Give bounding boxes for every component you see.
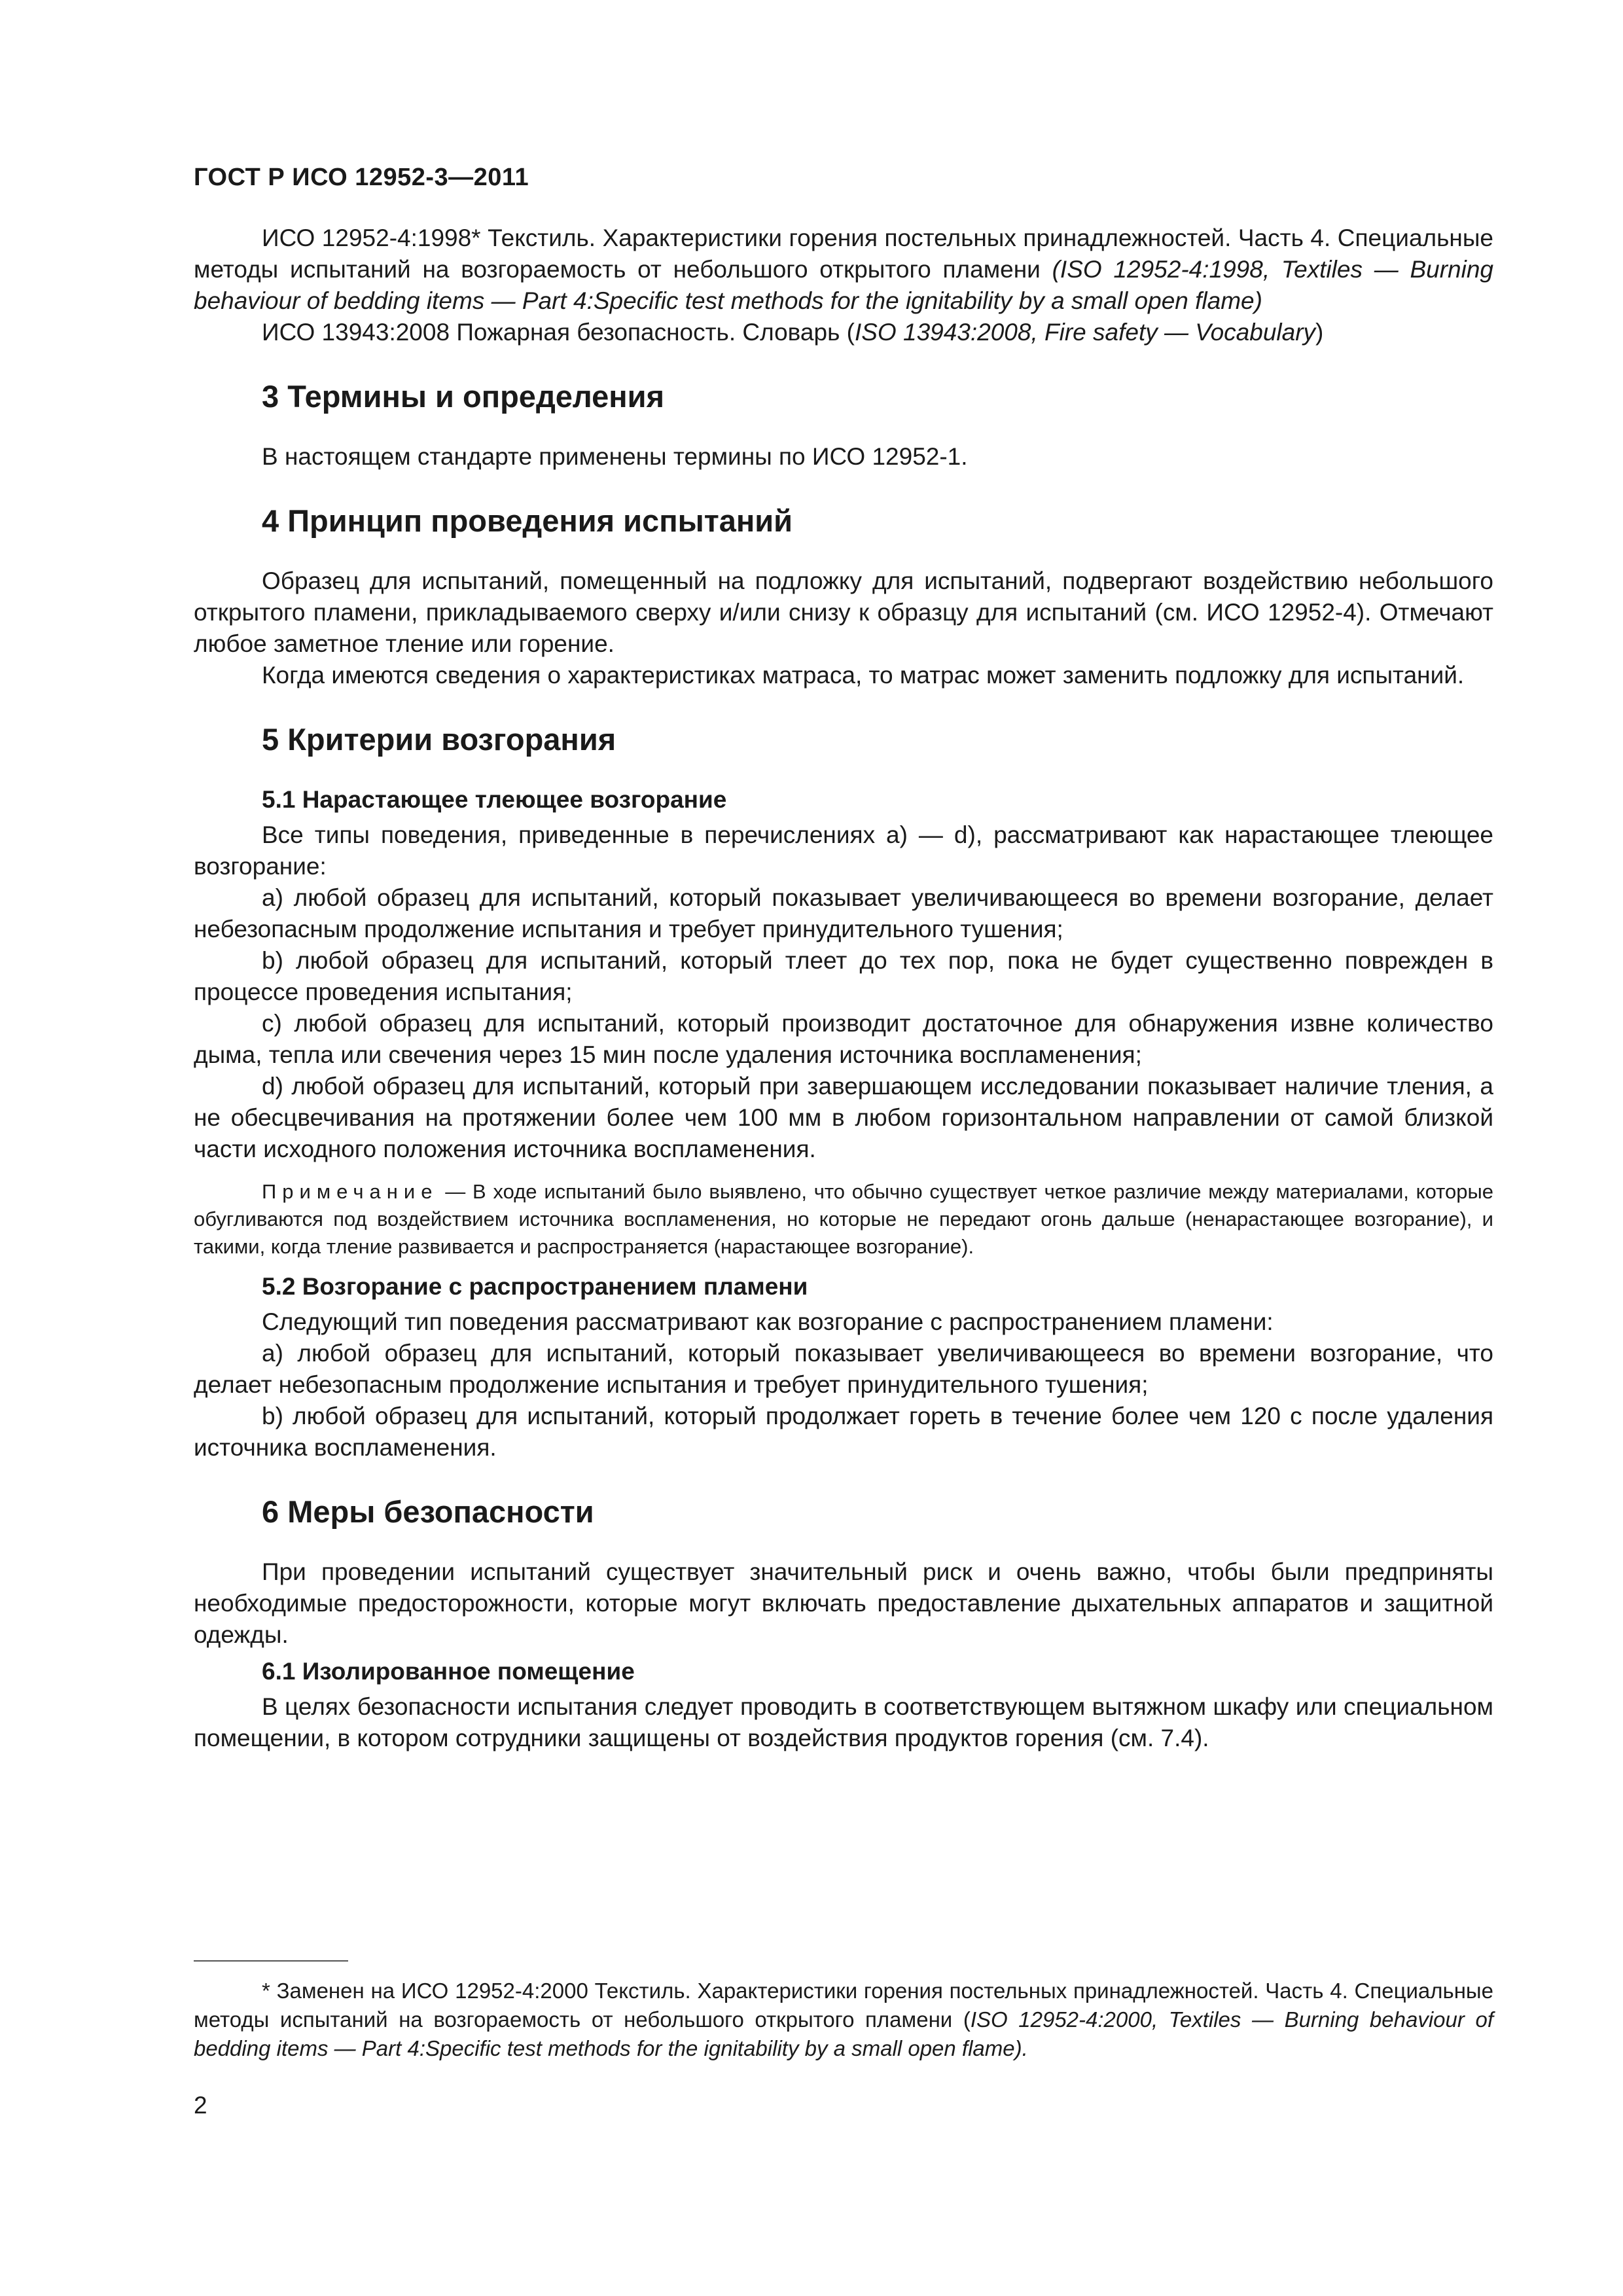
subsection-heading-5-1: 5.1 Нарастающее тлеющее возгорание [262, 786, 727, 813]
note-text: — В ходе испытаний было выявлено, что обычно существует четкое различие между материалами, которые обугливаются под воздействием источника воспламенения, но которые не передают огонь дальше (ненарастающее возгорание), и такими, когда тление развивается и распространяется (нарастающее возгорание). [194, 1180, 1493, 1258]
section-heading-5: 5 Критерии возгорания [262, 722, 616, 757]
section-heading-4: 4 Принцип проведения испытаний [262, 503, 793, 538]
reference-english: ISO 13943:2008, Fire safety — Vocabulary [854, 319, 1316, 346]
footnote-text: * Заменен на ИСО 12952-4:2000 Текстиль. Характеристики горения постельных принадлежностей. Часть 4. Специальные методы испытаний на возгораемость от небольшого открытого пламени ( [194, 1979, 1493, 2032]
paragraph: В целях безопасности испытания следует проводить в соответствующем вытяжном шкафу или специальном помещении, в котором сотрудники защищены от воздействия продуктов горения (см. 7.4). [194, 1693, 1493, 1751]
list-item-c: c) любой образец для испытаний, который производит достаточное для обнаружения извне количество дыма, тепла или свечения через 15 мин после удаления источника воспламенения; [194, 1010, 1493, 1068]
paragraph: В настоящем стандарте применены термины по ИСО 12952-1. [262, 443, 968, 470]
footnote [194, 1977, 1493, 2063]
paragraph: Образец для испытаний, помещенный на подложку для испытаний, подвергают воздействию небольшого открытого пламени, прикладываемого сверху и/или снизу к образцу для испытаний (см. ИСО 12952-4). Отмечают любое заметное тление или горение. [194, 567, 1493, 657]
list-item-b: b) любой образец для испытаний, который продолжает гореть в течение более чем 120 с после удаления источника воспламенения. [194, 1403, 1493, 1461]
document-header: ГОСТ Р ИСО 12952-3—2011 [194, 164, 529, 191]
list-item-a: a) любой образец для испытаний, который показывает увеличивающееся во времени возгорание, делает небезопасным продолжение испытания и требует принудительного тушения; [194, 884, 1493, 942]
footnote-divider [194, 1960, 348, 1962]
list-item-b: b) любой образец для испытаний, который тлеет до тех пор, пока не будет существенно поврежден в процессе проведения испытания; [194, 947, 1493, 1005]
reference-iso-13943 [194, 317, 1493, 348]
paragraph: При проведении испытаний существует значительный риск и очень важно, чтобы были предприняты необходимые предосторожности, которые могут включать предоставление дыхательных аппаратов и защитной одежды. [194, 1558, 1493, 1648]
reference-text: ИСО 13943:2008 Пожарная безопасность. Словарь ( [262, 319, 855, 346]
subsection-heading-6-1: 6.1 Изолированное помещение [262, 1658, 635, 1685]
reference-close: ) [1315, 319, 1324, 346]
section-heading-6: 6 Меры безопасности [262, 1494, 594, 1529]
list-item-d: d) любой образец для испытаний, который при завершающем исследовании показывает наличие тления, а не обесцвечивания на протяжении более чем 100 мм в любом горизонтальном направлении от самой близкой части исходного положения источника воспламенения. [194, 1073, 1493, 1162]
reference-text: ИСО 12952-4:1998* Текстиль. Характеристики горения постельных принадлежностей. Часть 4. Специальные методы испытаний на возгораемость от небольшого открытого пламени [194, 224, 1493, 283]
section-heading-3: 3 Термины и определения [262, 379, 664, 414]
paragraph: Все типы поведения, приведенные в перечислениях а) — d), рассматривают как нарастающее тлеющее возгорание: [194, 821, 1493, 880]
list-item-a: a) любой образец для испытаний, который показывает увеличивающееся во времени возгорание, что делает небезопасным продолжение испытания и требует принудительного тушения; [194, 1340, 1493, 1398]
document-body [194, 223, 1493, 1754]
paragraph: Следующий тип поведения рассматривают как возгорание с распространением пламени: [262, 1308, 1274, 1335]
page-number: 2 [194, 2092, 207, 2119]
reference-english: (ISO 12952-4:1998, Textiles — Burning behaviour of bedding items — Part 4:Specific test methods for the ignitability by a small open flame) [194, 256, 1494, 314]
subsection-heading-5-2: 5.2 Возгорание с распространением пламени [262, 1273, 808, 1300]
reference-iso-12952-4 [194, 223, 1493, 317]
paragraph: Когда имеются сведения о характеристиках матраса, то матрас может заменить подложку для испытаний. [262, 662, 1465, 689]
note [194, 1178, 1493, 1261]
footnote-english: ISO 12952-4:2000, Textiles — Burning behaviour of bedding items — Part 4:Specific test methods for the ignitability by a small open flame). [194, 2007, 1493, 2060]
note-label: Примечание [262, 1180, 438, 1203]
